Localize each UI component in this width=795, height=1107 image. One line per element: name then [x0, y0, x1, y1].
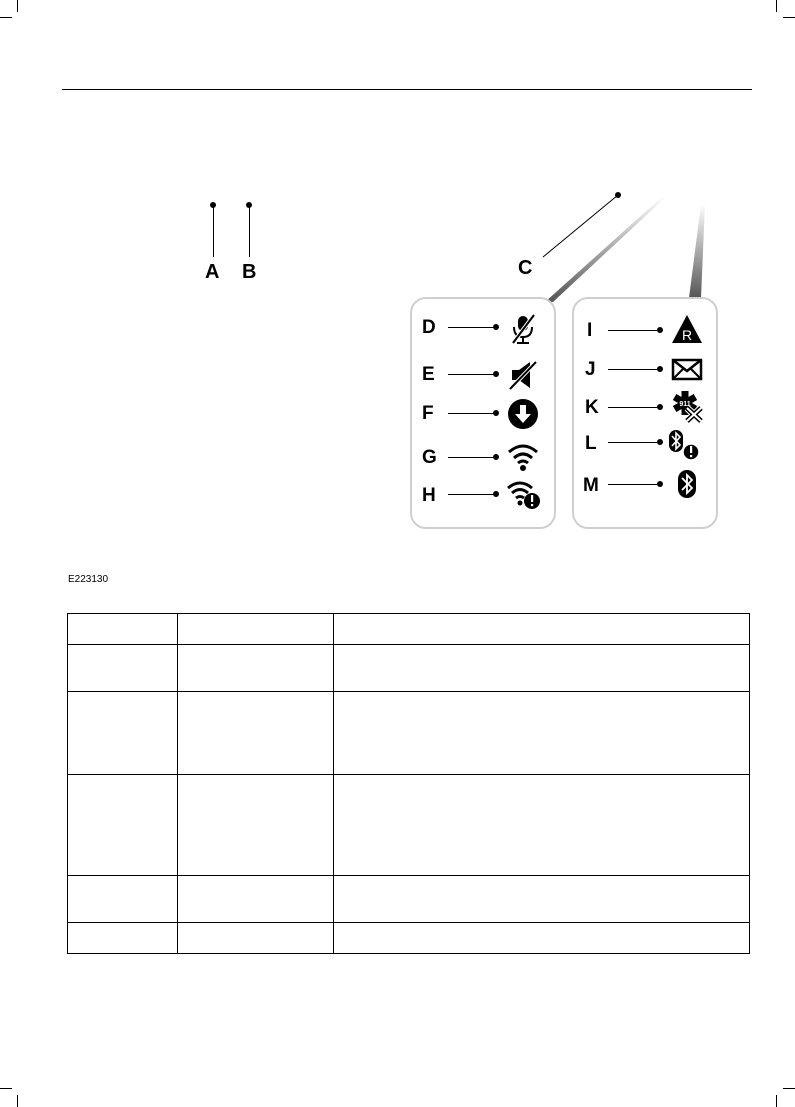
bluetooth-alert-icon	[666, 428, 700, 462]
table-cell	[68, 923, 178, 954]
figure-id: E223130	[68, 574, 109, 585]
callout-label: I	[587, 320, 593, 341]
table-cell	[68, 876, 178, 923]
table-cell	[178, 692, 334, 775]
callout-label: L	[585, 433, 597, 454]
crop-mark	[17, 1095, 18, 1107]
crop-mark	[17, 0, 18, 12]
roaming-icon	[670, 313, 704, 347]
callout-label: B	[242, 261, 257, 283]
table-cell	[178, 614, 334, 645]
table-row	[68, 923, 750, 954]
911-assist-off-icon	[670, 389, 704, 423]
table-cell	[178, 645, 334, 692]
table-row	[68, 876, 750, 923]
table-row	[68, 614, 750, 645]
callout-label: F	[422, 403, 434, 424]
table-cell	[68, 775, 178, 876]
wifi-icon	[506, 440, 540, 474]
table-cell	[178, 923, 334, 954]
download-icon	[506, 397, 540, 431]
callout-label: J	[585, 359, 596, 380]
callout-label: D	[422, 317, 436, 338]
table-row	[68, 645, 750, 692]
table-cell	[334, 775, 750, 876]
callout-label: K	[585, 397, 599, 418]
callout-label: A	[205, 261, 220, 283]
speaker-muted-icon	[506, 358, 540, 392]
svg-text:R: R	[681, 327, 693, 343]
crop-mark	[0, 17, 12, 18]
table-cell	[334, 614, 750, 645]
crop-mark	[783, 1088, 795, 1089]
svg-text:911: 911	[679, 401, 691, 408]
table-cell	[68, 645, 178, 692]
table-cell	[68, 614, 178, 645]
crop-mark	[776, 1095, 777, 1107]
crop-mark	[783, 17, 795, 18]
table-row	[68, 775, 750, 876]
callout-label: H	[422, 485, 436, 506]
table-cell	[334, 692, 750, 775]
table-cell	[334, 876, 750, 923]
table-cell	[334, 645, 750, 692]
callout-connectors	[380, 180, 740, 310]
table-cell	[68, 692, 178, 775]
crop-mark	[776, 0, 777, 12]
crop-mark	[0, 1088, 12, 1089]
table-row	[68, 692, 750, 775]
table-cell	[178, 775, 334, 876]
callout-label: E	[422, 364, 435, 385]
info-table	[67, 613, 750, 954]
microphone-muted-icon	[506, 312, 540, 346]
callout-label: M	[583, 475, 599, 496]
table-cell	[178, 876, 334, 923]
wifi-alert-icon	[506, 477, 540, 511]
header-rule	[62, 89, 752, 90]
envelope-icon	[670, 352, 704, 386]
bluetooth-icon	[670, 467, 704, 501]
table-cell	[334, 923, 750, 954]
callout-label: C	[518, 257, 533, 279]
callout-label: G	[422, 447, 437, 468]
